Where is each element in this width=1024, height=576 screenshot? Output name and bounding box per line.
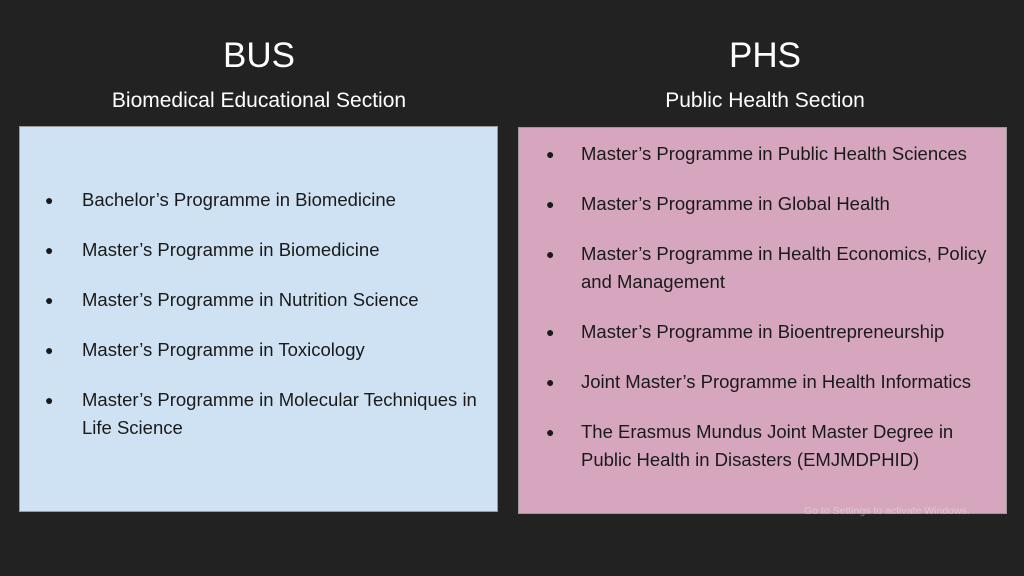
list-item [519, 190, 1008, 218]
bullet-icon: ● [45, 392, 54, 408]
list-item [519, 418, 1008, 474]
bullet-icon: ● [45, 242, 54, 258]
programme-label: Master’s Programme in Nutrition Science [82, 289, 419, 310]
list-item [20, 286, 499, 314]
phs-programme-list [519, 140, 1008, 496]
list-item [20, 186, 499, 214]
list-item [519, 368, 1008, 396]
programme-label: The Erasmus Mundus Joint Master Degree in Public Health in Disasters (EMJMDPHID) [581, 421, 954, 470]
programme-label: Master’s Programme in Bioentrepreneurship [581, 321, 945, 342]
list-item [519, 318, 1008, 346]
bullet-icon: ● [45, 292, 54, 308]
bullet-icon: ● [45, 192, 54, 208]
list-item [20, 336, 499, 364]
programme-label: Master’s Programme in Global Health [581, 193, 890, 214]
programme-label: Bachelor’s Programme in Biomedicine [82, 189, 396, 210]
programme-label: Master’s Programme in Molecular Techniques in Life Science [82, 389, 477, 438]
phs-title: PHS [729, 36, 801, 75]
bullet-icon: ● [546, 196, 555, 212]
programme-label: Joint Master’s Programme in Health Informatics [581, 371, 972, 392]
activation-watermark: Go to Settings to activate Windows. [804, 505, 970, 517]
bullet-icon: ● [546, 324, 555, 340]
list-item [519, 240, 1008, 296]
programme-label: Master’s Programme in Public Health Sciences [581, 143, 967, 164]
list-item [519, 140, 1008, 168]
bullet-icon: ● [45, 342, 54, 358]
programme-label: Master’s Programme in Health Economics, Policy and Management [581, 243, 987, 292]
phs-programme-box [518, 127, 1007, 514]
bus-subtitle: Biomedical Educational Section [111, 89, 407, 112]
bus-title: BUS [223, 36, 295, 75]
list-item [20, 386, 499, 442]
bullet-icon: ● [546, 374, 555, 390]
bus-programme-box [19, 126, 498, 512]
programme-label: Master’s Programme in Toxicology [82, 339, 365, 360]
bullet-icon: ● [546, 246, 555, 262]
programme-label: Master’s Programme in Biomedicine [82, 239, 380, 260]
bus-programme-list [20, 186, 499, 464]
list-item [20, 236, 499, 264]
phs-subtitle: Public Health Section [665, 89, 865, 112]
bullet-icon: ● [546, 146, 555, 162]
bullet-icon: ● [546, 424, 555, 440]
